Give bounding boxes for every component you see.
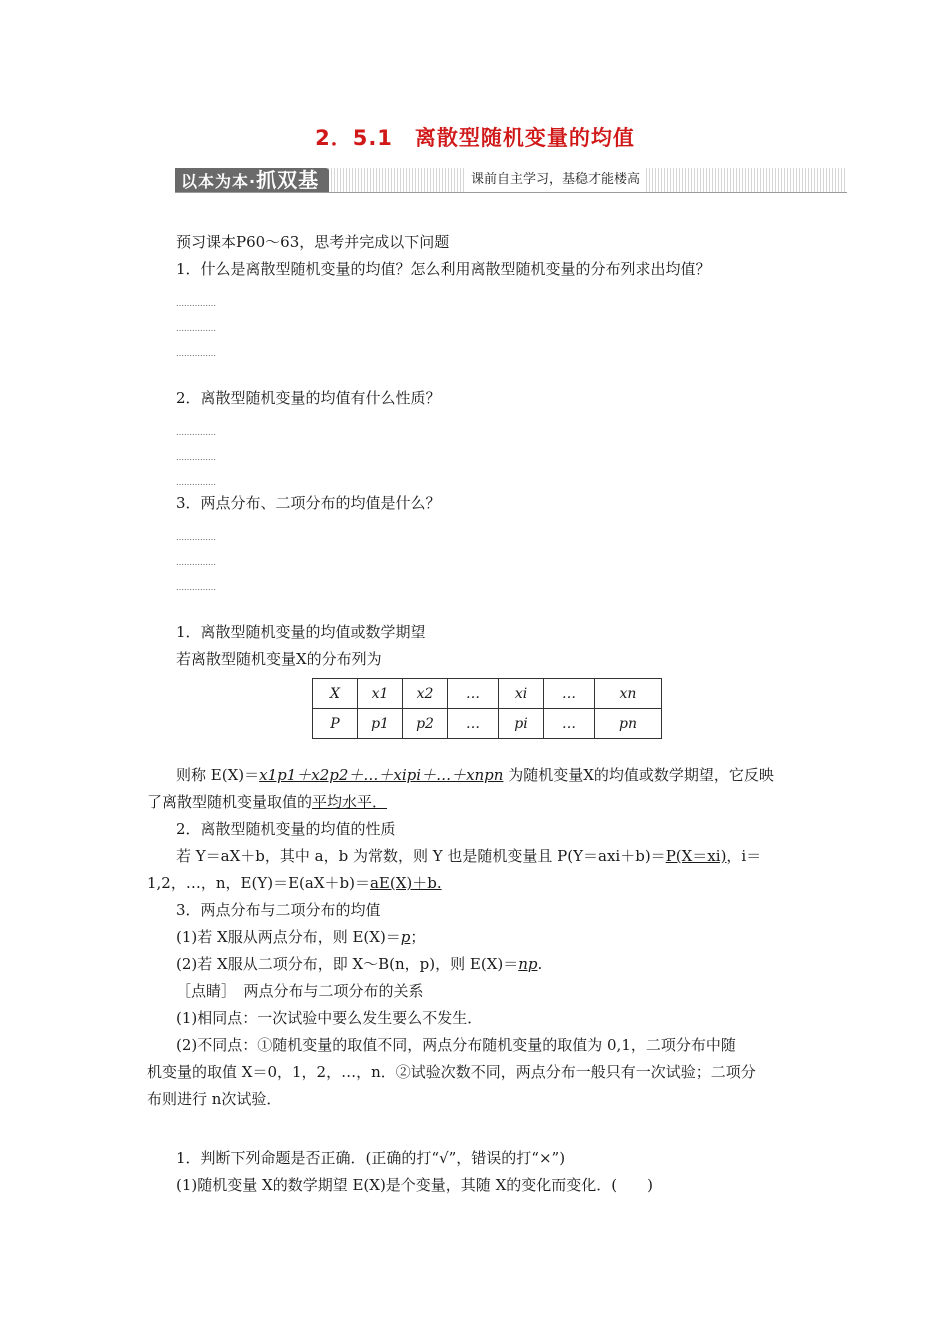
section-2-heading: 2．离散型随机变量的均值的性质 [176, 820, 396, 838]
section-1-heading: 1．离散型随机变量的均值或数学期望 [176, 623, 426, 641]
note-diff-2: 机变量的取值 X＝0，1，2，…，n．②试验次数不同，两点分布一般只有一次试验；二项分 [147, 1063, 756, 1081]
distribution-table [312, 678, 662, 739]
answer-line: …………… [176, 349, 216, 358]
preview-question-1: 1．什么是离散型随机变量的均值？怎么利用离散型随机变量的分布列求出均值？ [176, 260, 711, 278]
table-cell: … [448, 709, 499, 739]
fill-answer: np [518, 955, 538, 973]
answer-line: …………… [176, 324, 216, 333]
table-cell: P [313, 709, 358, 739]
table-cell: pn [595, 709, 662, 739]
table-cell: xn [595, 679, 662, 709]
text-segment: 为随机变量X的均值或数学期望，它反映 [503, 766, 774, 784]
text-segment: 1,2，…，n，E(Y)＝E(aX＋b)＝ [147, 874, 370, 892]
text-segment: (1)若 X服从两点分布，则 E(X)＝ [176, 928, 401, 946]
text-segment: 则称 E(X)＝ [176, 766, 260, 784]
exercise-item-1: (1)随机变量 X的数学期望 E(X)是个变量，其随 X的变化而变化．( ) [176, 1176, 653, 1194]
table-cell: … [448, 679, 499, 709]
property-line-2 [147, 873, 442, 893]
table-cell: pi [499, 709, 544, 739]
note-diff-1: (2)不同点：①随机变量的取值不同，两点分布随机变量的取值为 0,1，二项分布中随 [176, 1036, 736, 1054]
fill-answer: 平均水平． [312, 793, 388, 811]
answer-line: …………… [176, 453, 216, 462]
table-row [313, 679, 662, 709]
expectation-definition [176, 765, 774, 785]
answer-line: …………… [176, 533, 216, 542]
table-cell: … [544, 709, 595, 739]
two-point-mean [176, 927, 425, 947]
answer-line: …………… [176, 299, 216, 308]
table-cell: … [544, 679, 595, 709]
table-row [313, 709, 662, 739]
table-cell: p2 [403, 709, 448, 739]
banner-tag-prefix: 以本为本· [181, 172, 257, 191]
preview-intro: 预习课本P60～63，思考并完成以下问题 [176, 233, 450, 251]
note-diff-3: 布则进行 n次试验． [147, 1090, 282, 1108]
exercise-question: 1．判断下列命题是否正确．(正确的打“√”，错误的打“×”) [176, 1149, 566, 1167]
section-banner [175, 168, 847, 193]
text-segment: ； [410, 928, 426, 946]
answer-line: …………… [176, 428, 216, 437]
text-segment: . [537, 955, 543, 973]
banner-tag-emphasis: 抓双基 [256, 168, 320, 192]
note-heading: ［点睛］ 两点分布与二项分布的关系 [176, 982, 424, 1000]
note-same: (1)相同点：一次试验中要么发生要么不发生． [176, 1009, 483, 1027]
section-3-heading: 3．两点分布与二项分布的均值 [176, 901, 381, 919]
table-cell: X [313, 679, 358, 709]
expectation-definition-cont [147, 792, 387, 812]
fill-answer: P(X＝xi) [665, 847, 727, 865]
text-segment: ，i＝ [726, 847, 762, 865]
answer-line: …………… [176, 583, 216, 592]
table-cell: xi [499, 679, 544, 709]
text-segment: 若 Y＝aX＋b，其中 a，b 为常数，则 Y 也是随机变量且 P(Y＝axi＋b)＝ [176, 847, 666, 865]
preview-question-3: 3．两点分布、二项分布的均值是什么？ [176, 494, 441, 512]
table-cell: x1 [358, 679, 403, 709]
binomial-mean [176, 954, 542, 974]
banner-tag [175, 168, 329, 192]
table-cell: p1 [358, 709, 403, 739]
property-line-1 [176, 846, 761, 866]
answer-line: …………… [176, 558, 216, 567]
answer-line: …………… [176, 478, 216, 487]
fill-answer: aE(X)＋b. [369, 874, 442, 892]
fill-answer: p [400, 928, 411, 946]
table-cell: x2 [403, 679, 448, 709]
text-segment: 了离散型随机变量取值的 [147, 793, 313, 811]
banner-subtitle: 课前自主学习，基稳才能楼高 [465, 168, 646, 192]
expectation-formula: x1p1＋x2p2＋…＋xipi＋…＋xnpn [259, 766, 504, 784]
text-segment: (2)若 X服从二项分布，即 X～B(n，p)，则 E(X)＝ [176, 955, 519, 973]
section-1-lead: 若离散型随机变量X的分布列为 [176, 650, 382, 668]
page-title: 2．5.1 离散型随机变量的均值 [315, 126, 635, 150]
preview-question-2: 2．离散型随机变量的均值有什么性质？ [176, 389, 441, 407]
